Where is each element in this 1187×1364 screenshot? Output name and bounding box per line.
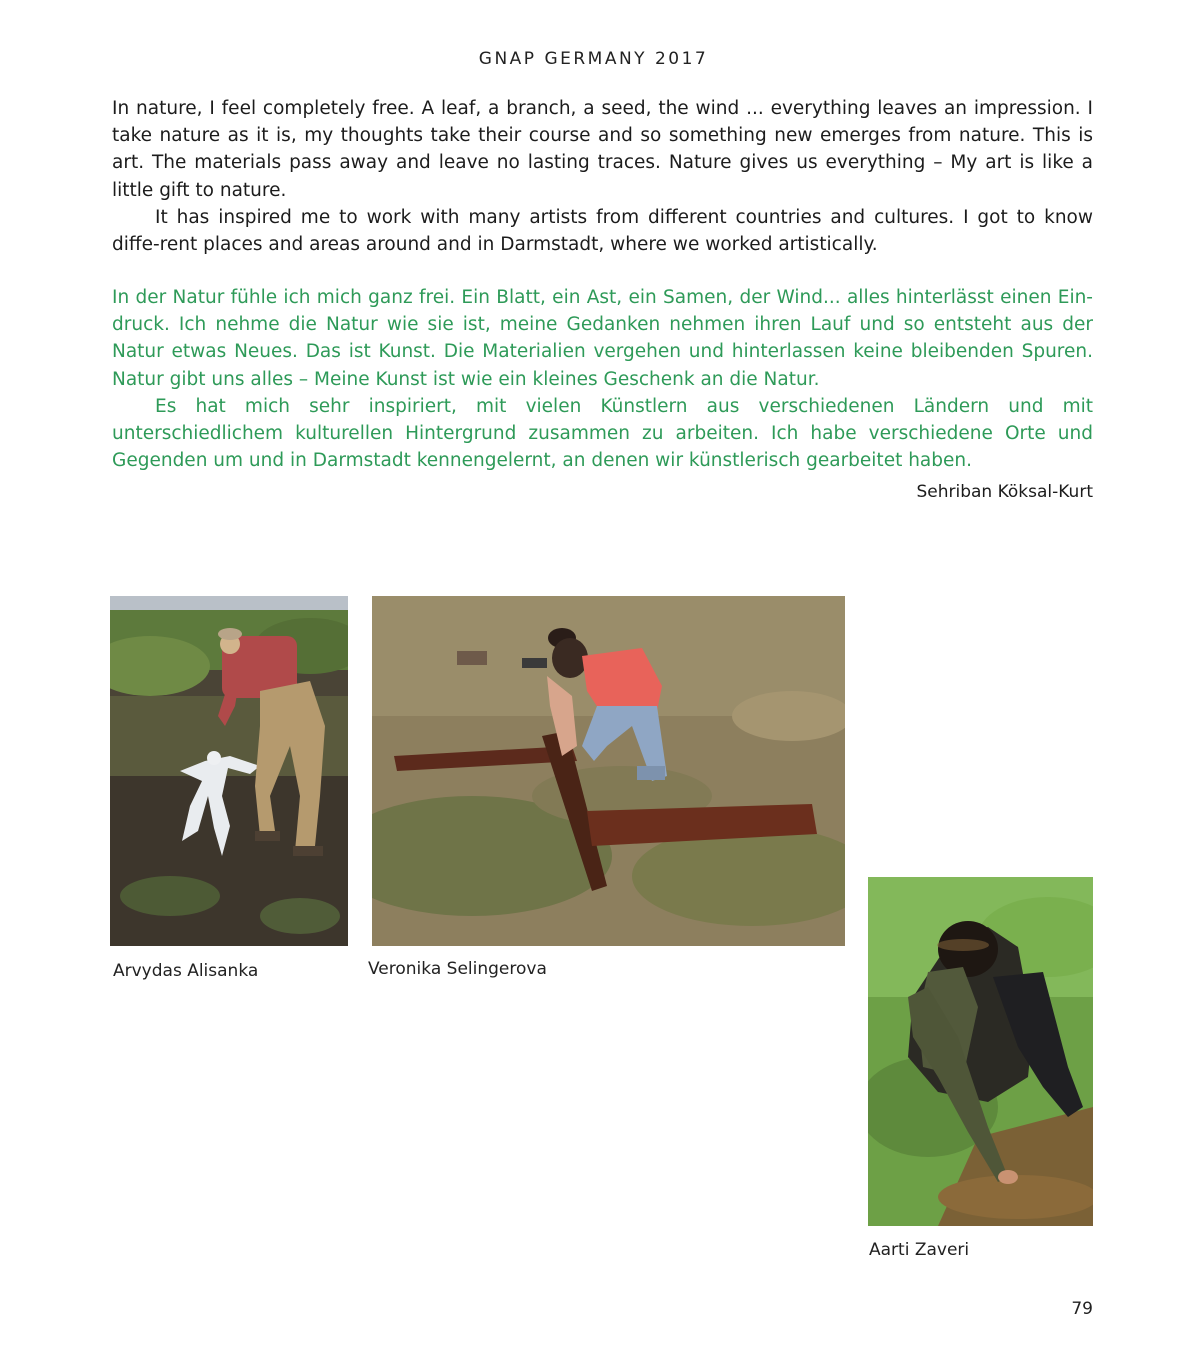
photo-veronika-selingerova (372, 596, 845, 946)
author-signature: Sehriban Köksal-Kurt (916, 482, 1093, 502)
photo-arvydas-alisanka (110, 596, 348, 946)
english-paragraph-1: In nature, I feel completely free. A leaf, a branch, a seed, the wind ... everything leaves an impression. I take nature as it is, my thoughts take their course and so something new emerges from nature. This is art. The materials pass away and leave no lasting traces. Nature gives us everything – My art is like a little gift to nature. (112, 98, 1093, 201)
german-text (112, 284, 1093, 474)
english-text (112, 95, 1093, 258)
english-paragraph-2: It has inspired me to work with many artists from different countries and cultures. I got to know diffe-rent places and areas around and in Darmstadt, where we worked artistically. (112, 206, 1093, 256)
photo-caption-1: Arvydas Alisanka (113, 961, 259, 981)
german-paragraph-2: Es hat mich sehr inspiriert, mit vielen Künstlern aus verschiedenen Ländern und mit unterschiedlichem kulturellen Hintergrund zusammen zu arbeiten. Ich habe verschiedene Orte und Gegenden um und in Darmstadt kennengelernt, an denen wir künstlerisch gearbeitet haben. (112, 395, 1093, 472)
photo-aarti-zaveri (868, 877, 1093, 1226)
page-number: 79 (1071, 1299, 1093, 1319)
photo-caption-2: Veronika Selingerova (368, 959, 547, 979)
photo-caption-3: Aarti Zaveri (869, 1240, 970, 1260)
page-header: GNAP GERMANY 2017 (478, 49, 709, 69)
german-paragraph-1: In der Natur fühle ich mich ganz frei. Ein Blatt, ein Ast, ein Samen, der Wind... alles hinterlässt einen Ein-druck. Ich nehme die Natur wie sie ist, meine Gedanken nehmen ihren Lauf und so entsteht aus der Natur etwas Neues. Das ist Kunst. Die Materialien vergehen und hinterlassen keine bleibenden Spuren. Natur gibt uns alles – Meine Kunst ist wie ein kleines Geschenk an die Natur. (112, 287, 1093, 390)
